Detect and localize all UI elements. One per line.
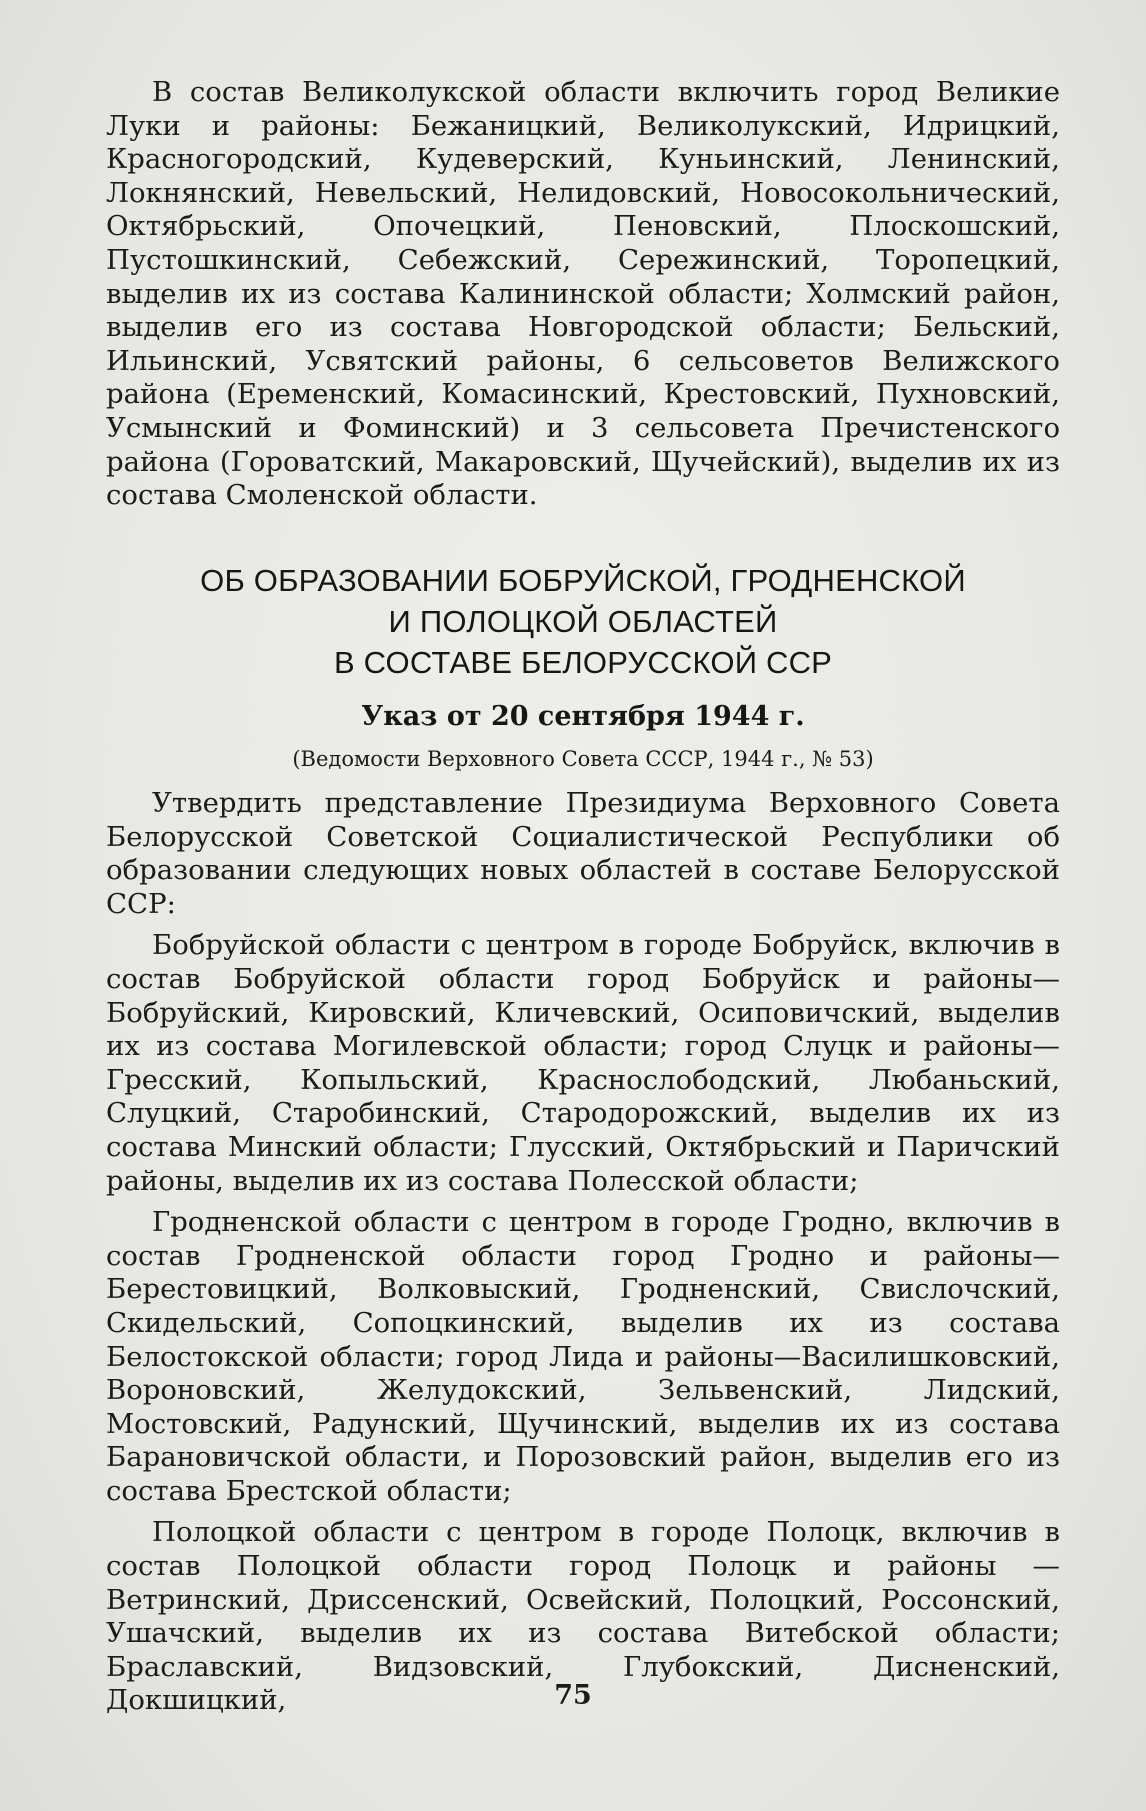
decree-title-line-2: И ПОЛОЦКОЙ ОБЛАСТЕЙ (388, 604, 778, 639)
paragraph-grodno: Гродненской области с центром в городе Гродно, включив в состав Гродненской области город Гродно и районы—Берестовицкий, Волковыский, Гродненский, Свислочский, Скидельский, Сопоцкинский, выделив их из состава Белостокской области; город Лида и районы—Василишковский, Вороновский, Желудокский, Зельвенский, Лидский, Мостовский, Радунский, Щучинский, выделив их из состава Барановичской области, и Порозовский район, выделив его из состава Брестской области; (106, 1206, 1060, 1507)
decree-title-line-1: ОБ ОБРАЗОВАНИИ БОБРУЙСКОЙ, ГРОДНЕНСКОЙ (200, 563, 966, 598)
paragraph-bobruisk: Бобруйской области с центром в городе Бобруйск, включив в состав Бобруйской области город Бобруйск и районы—Бобруйский, Кировский, Кличевский, Осиповичский, выделив их из состава Могилевской области; город Слуцк и районы—Гресский, Копыльский, Краснослободский, Любаньский, Слуцкий, Старобинский, Стародорожский, выделив их из состава Минский области; Глусский, Октябрьский и Паричский районы, выделив их из состава Полесской области; (106, 929, 1060, 1197)
decree-title-line-3: В СОСТАВЕ БЕЛОРУССКОЙ ССР (333, 645, 833, 680)
decree-body (106, 787, 1060, 1718)
decree-date: Указ от 20 сентября 1944 г. (361, 701, 805, 732)
intro-paragraph: В состав Великолукской области включить город Великие Луки и районы: Бежаницкий, Великолукский, Идрицкий, Красногородский, Кудеверский, Куньинский, Ленинский, Локнянский, Невельский, Нелидовский, Новосокольнический, Октябрьский, Опочецкий, Пеновский, Плоскошский, Пустошкинский, Себежский, Сережинский, Торопецкий, выделив их из состава Калининской области; Холмский район, выделив его из состава Новгородской области; Бельский, Ильинский, Усвятский районы, 6 сельсоветов Велижского района (Еременский, Комасинский, Крестовский, Пухновский, Усмынский и Фоминский) и 3 сельсовета Пречистенского района (Горoватский, Макаровский, Щучейский), выделив их из состава Смоленской области. (106, 76, 1060, 512)
intro-section (106, 76, 1060, 513)
paragraph-polotsk: Полоцкой области с центром в городе Полоцк, включив в состав Полоцкой области город Полоцк и районы — Ветринский, Дриссенский, Освейский, Полоцкий, Россонский, Ушачский, выделив их из состава Витебской области; Браславский, Видзовский, Глубокский, Дисненский, Докшицкий, (106, 1516, 1060, 1717)
decree-source: (Ведомости Верховного Совета СССР, 1944 г., № 53) (292, 747, 874, 771)
page-number: 75 (554, 1680, 592, 1711)
paragraph-approve: Утвердить представление Президиума Верховного Совета Белорусской Советской Социалистической Республики об образовании следующих новых областей в составе Белорусской ССР: (106, 787, 1060, 920)
